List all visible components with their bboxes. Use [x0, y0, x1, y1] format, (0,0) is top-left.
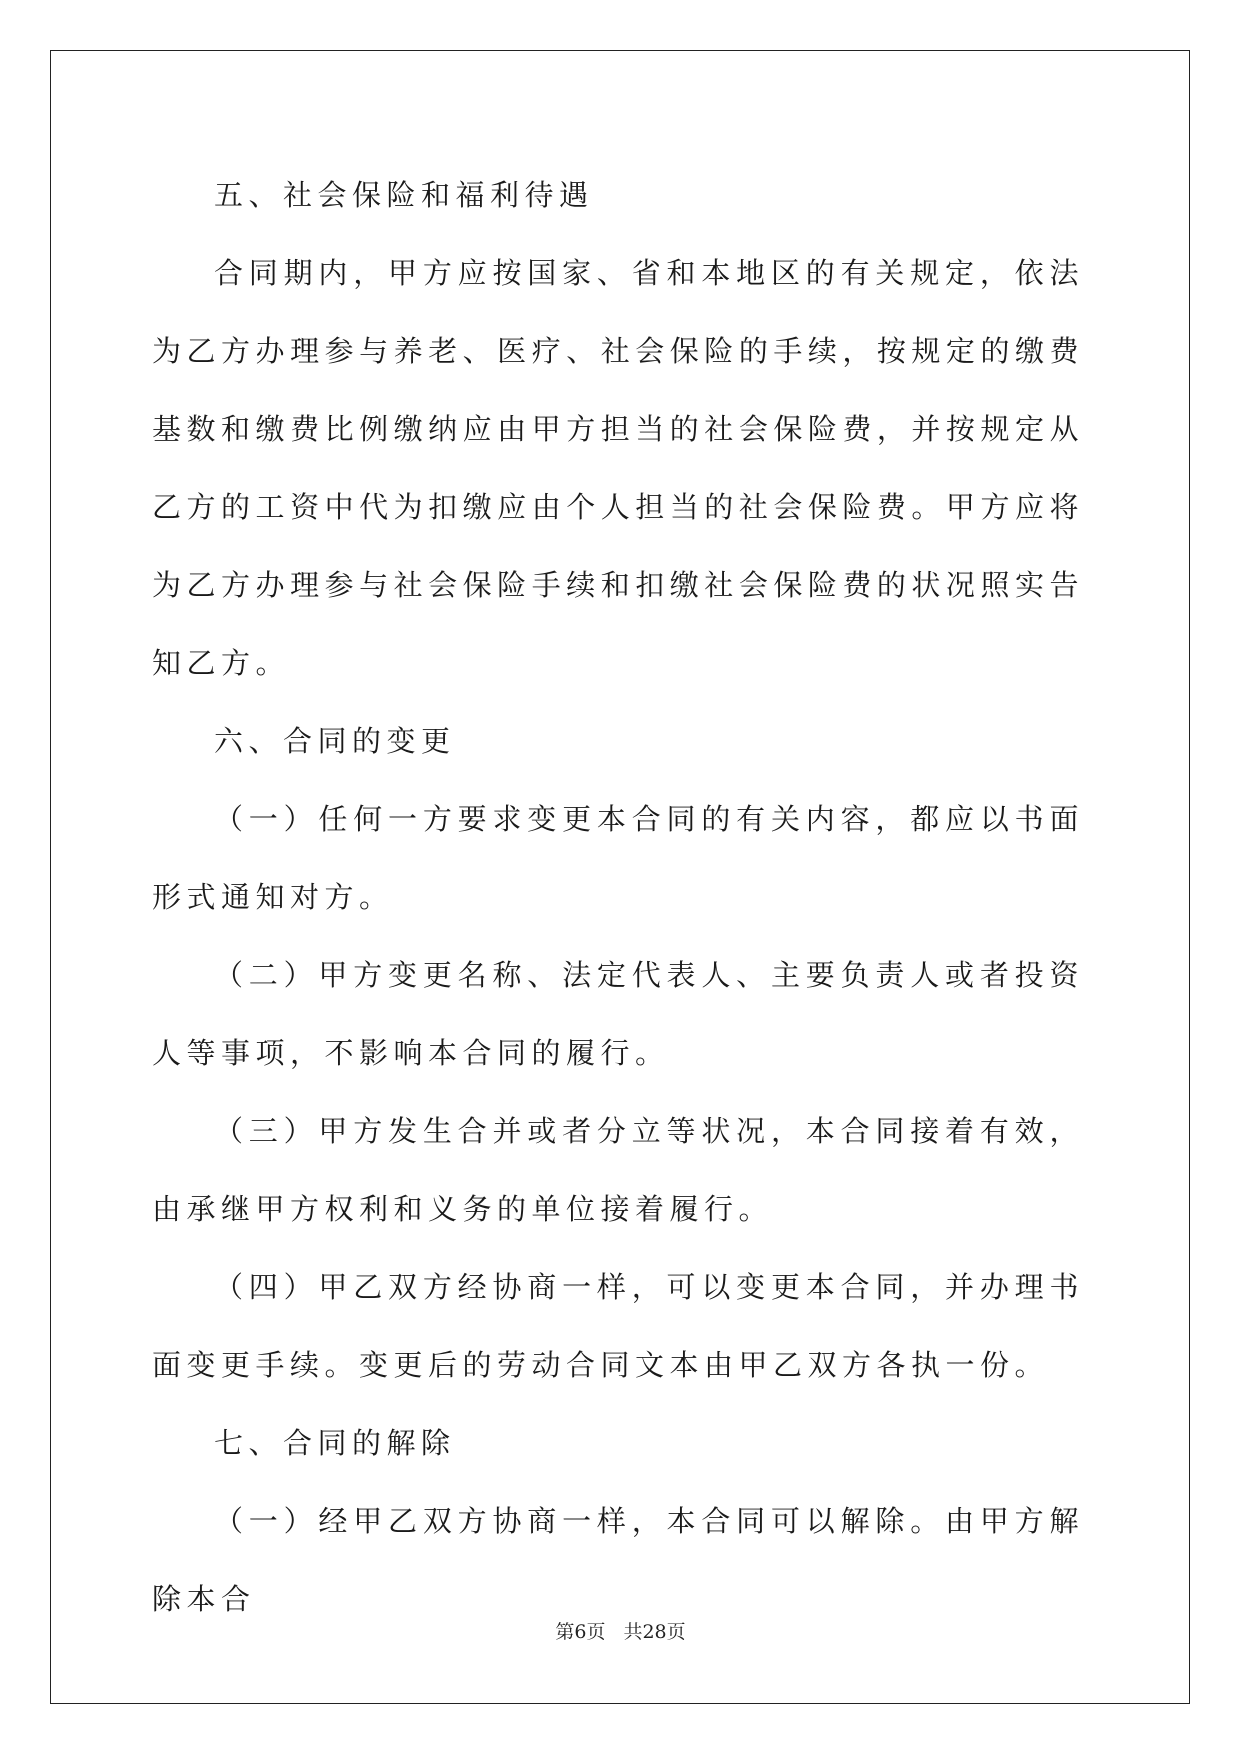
- paragraph-social-insurance: 合同期内，甲方应按国家、省和本地区的有关规定，依法为乙方办理参与养老、医疗、社会保险的手续，按规定的缴费基数和缴费比例缴纳应由甲方担当的社会保险费，并按规定从乙方的工资中代为扣缴应由个人担当的社会保险费。甲方应将为乙方办理参与社会保险手续和扣缴社会保险费的状况照实告知乙方。: [152, 256, 1084, 680]
- paragraph-change-3: （三）甲方发生合并或者分立等状况，本合同接着有效，由承继甲方权利和义务的单位接着履行。: [152, 1114, 1084, 1226]
- page-footer: [0, 1617, 1241, 1644]
- paragraph-change-4: （四）甲乙双方经协商一样，可以变更本合同，并办理书面变更手续。变更后的劳动合同文本由甲乙双方各执一份。: [152, 1270, 1084, 1382]
- page-number-current: 第6页: [555, 1621, 606, 1643]
- document-body: [152, 156, 1084, 1638]
- paragraph-change-1: （一）任何一方要求变更本合同的有关内容，都应以书面形式通知对方。: [152, 802, 1084, 914]
- paragraph-termination-1: （一）经甲乙双方协商一样，本合同可以解除。由甲方解除本合: [152, 1504, 1084, 1616]
- section-heading-6: 六、合同的变更: [214, 724, 456, 758]
- page-number-total: 共28页: [623, 1621, 686, 1643]
- section-heading-5: 五、社会保险和福利待遇: [214, 178, 594, 212]
- section-heading-7: 七、合同的解除: [214, 1426, 456, 1460]
- paragraph-change-2: （二）甲方变更名称、法定代表人、主要负责人或者投资人等事项，不影响本合同的履行。: [152, 958, 1084, 1070]
